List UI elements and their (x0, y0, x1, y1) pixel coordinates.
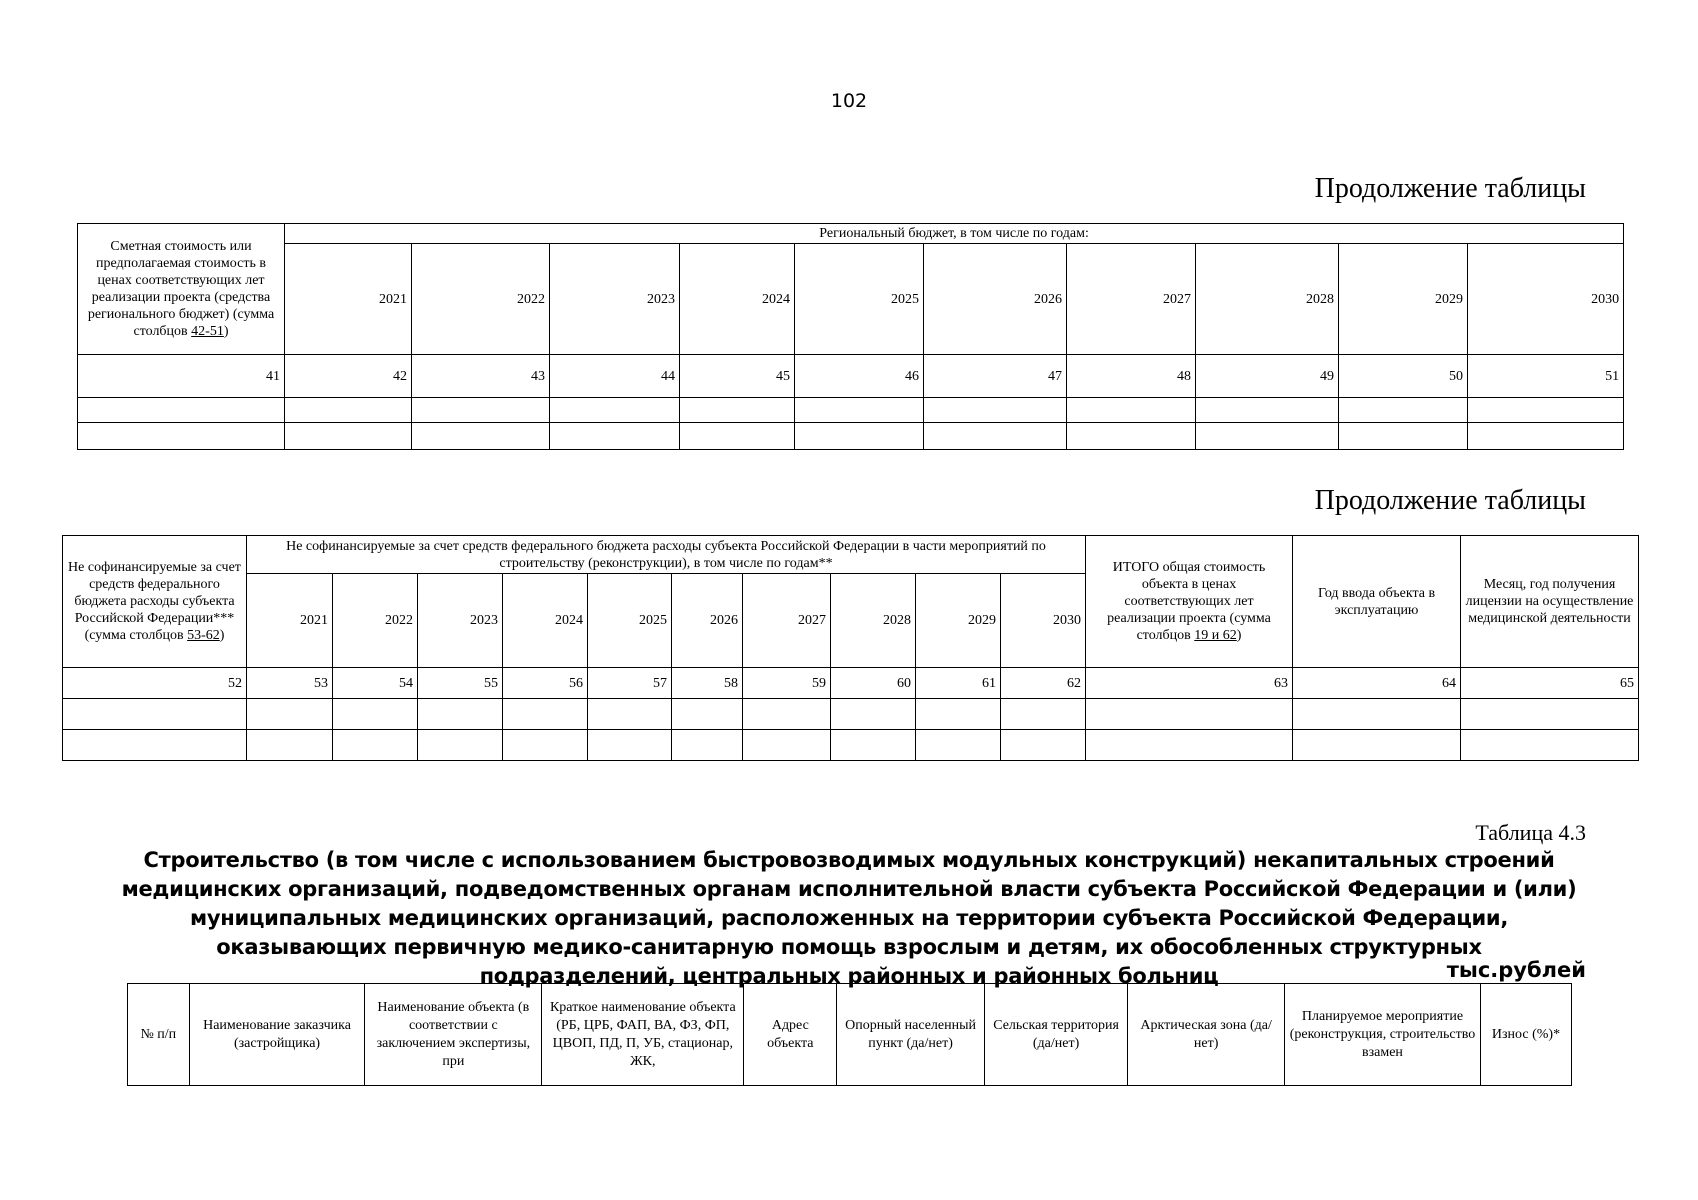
planned-activity-header: Планируемое мероприятие (реконструкция, строительство взамен (1284, 984, 1480, 1086)
year-header: 2028 (1196, 244, 1339, 355)
empty-row (78, 423, 1624, 450)
regional-budget-group-header: Региональный бюджет, в том числе по годам: (285, 224, 1624, 244)
column-number: 59 (743, 668, 831, 699)
object-address-header: Адрес объекта (744, 984, 837, 1086)
row-number-header: № п/п (128, 984, 190, 1086)
continuation-label: Продолжение таблицы (1314, 173, 1586, 204)
column-number: 54 (333, 668, 418, 699)
year-header: 2021 (247, 574, 333, 668)
column-number: 60 (831, 668, 916, 699)
column-number: 41 (78, 355, 285, 398)
year-header: 2023 (418, 574, 503, 668)
estimated-cost-header: Сметная стоимость или предполагаемая стоимость в ценах соответствующих лет реализации проекта (средства регионального бюджет) (сумма столбцов 42-51) (78, 224, 285, 355)
column-number: 49 (1196, 355, 1339, 398)
column-number: 43 (412, 355, 550, 398)
year-header: 2030 (1468, 244, 1624, 355)
year-header: 2029 (916, 574, 1001, 668)
column-number-row (78, 355, 1624, 398)
column-number: 44 (550, 355, 680, 398)
continuation-label: Продолжение таблицы (1314, 485, 1586, 516)
page-number: 102 (830, 90, 868, 112)
empty-row (63, 730, 1639, 761)
header-row (128, 984, 1572, 1086)
year-header: 2026 (672, 574, 743, 668)
column-number: 62 (1001, 668, 1086, 699)
year-header: 2021 (285, 244, 412, 355)
column-number: 46 (795, 355, 924, 398)
year-header: 2025 (795, 244, 924, 355)
column-number: 56 (503, 668, 588, 699)
empty-row (78, 398, 1624, 423)
year-header: 2024 (680, 244, 795, 355)
empty-row (63, 699, 1639, 730)
column-number: 47 (924, 355, 1067, 398)
regional-budget-table (77, 223, 1624, 450)
customer-name-header: Наименование заказчика (застройщика) (189, 984, 365, 1086)
year-header: 2022 (412, 244, 550, 355)
construction-objects-table (127, 983, 1572, 1086)
year-header: 2024 (503, 574, 588, 668)
year-header: 2027 (1067, 244, 1196, 355)
license-date-header: Месяц, год получения лицензии на осуществление медицинской деятельности (1461, 536, 1639, 668)
column-number: 55 (418, 668, 503, 699)
commissioning-year-header: Год ввода объекта в эксплуатацию (1293, 536, 1461, 668)
year-header: 2026 (924, 244, 1067, 355)
non-cofinanced-expenses-table (62, 535, 1639, 761)
column-number: 50 (1339, 355, 1468, 398)
table-title: Строительство (в том числе с использованием быстровозводимых модульных конструкций) некапитальных строений медицинских организаций, подведомственных органам исполнительной власти субъекта Российской Федерации и (или) муниципальных медицинских организаций, расположенных на территории субъекта Российской Федерации, оказывающих первичную медико-санитарную помощь взрослым и детям, их обособленных структурных подразделений, центральных районных и районных больниц (121, 848, 1577, 988)
column-number: 61 (916, 668, 1001, 699)
column-number-row (63, 668, 1639, 699)
column-number: 45 (680, 355, 795, 398)
column-number: 58 (672, 668, 743, 699)
year-header: 2025 (588, 574, 672, 668)
total-cost-header: ИТОГО общая стоимость объекта в ценах соответствующих лет реализации проекта (сумма столбцов 19 и 62) (1086, 536, 1293, 668)
object-short-name-header: Краткое наименование объекта (РБ, ЦРБ, ФАП, ВА, ФЗ, ФП, ЦВОП, ПД, П, УБ, стационар, ЖК, (542, 984, 744, 1086)
year-header: 2022 (333, 574, 418, 668)
column-number: 52 (63, 668, 247, 699)
support-settlement-header: Опорный населенный пункт (да/нет) (837, 984, 985, 1086)
non-cofinanced-group-header: Не софинансируемые за счет средств федерального бюджета расходы субъекта Российской Федерации в части мероприятий по строительству (реконструкции), в том числе по годам** (247, 536, 1086, 574)
year-header: 2027 (743, 574, 831, 668)
non-cofinanced-total-header: Не софинансируемые за счет средств федерального бюджета расходы субъекта Российской Федерации*** (сумма столбцов 53-62) (63, 536, 247, 668)
year-header: 2029 (1339, 244, 1468, 355)
wear-percent-header: Износ (%)* (1480, 984, 1571, 1086)
year-header: 2023 (550, 244, 680, 355)
year-header: 2030 (1001, 574, 1086, 668)
column-number: 65 (1461, 668, 1639, 699)
object-name-header: Наименование объекта (в соответствии с заключением экспертизы, при (365, 984, 542, 1086)
column-number: 53 (247, 668, 333, 699)
column-number: 42 (285, 355, 412, 398)
column-number: 48 (1067, 355, 1196, 398)
units-label: тыс.рублей (1446, 958, 1586, 982)
table-number-label: Таблица 4.3 (1475, 820, 1586, 845)
column-number: 64 (1293, 668, 1461, 699)
column-number: 51 (1468, 355, 1624, 398)
column-number: 57 (588, 668, 672, 699)
arctic-zone-header: Арктическая зона (да/нет) (1128, 984, 1285, 1086)
year-header: 2028 (831, 574, 916, 668)
rural-territory-header: Сельская территория (да/нет) (984, 984, 1127, 1086)
column-number: 63 (1086, 668, 1293, 699)
